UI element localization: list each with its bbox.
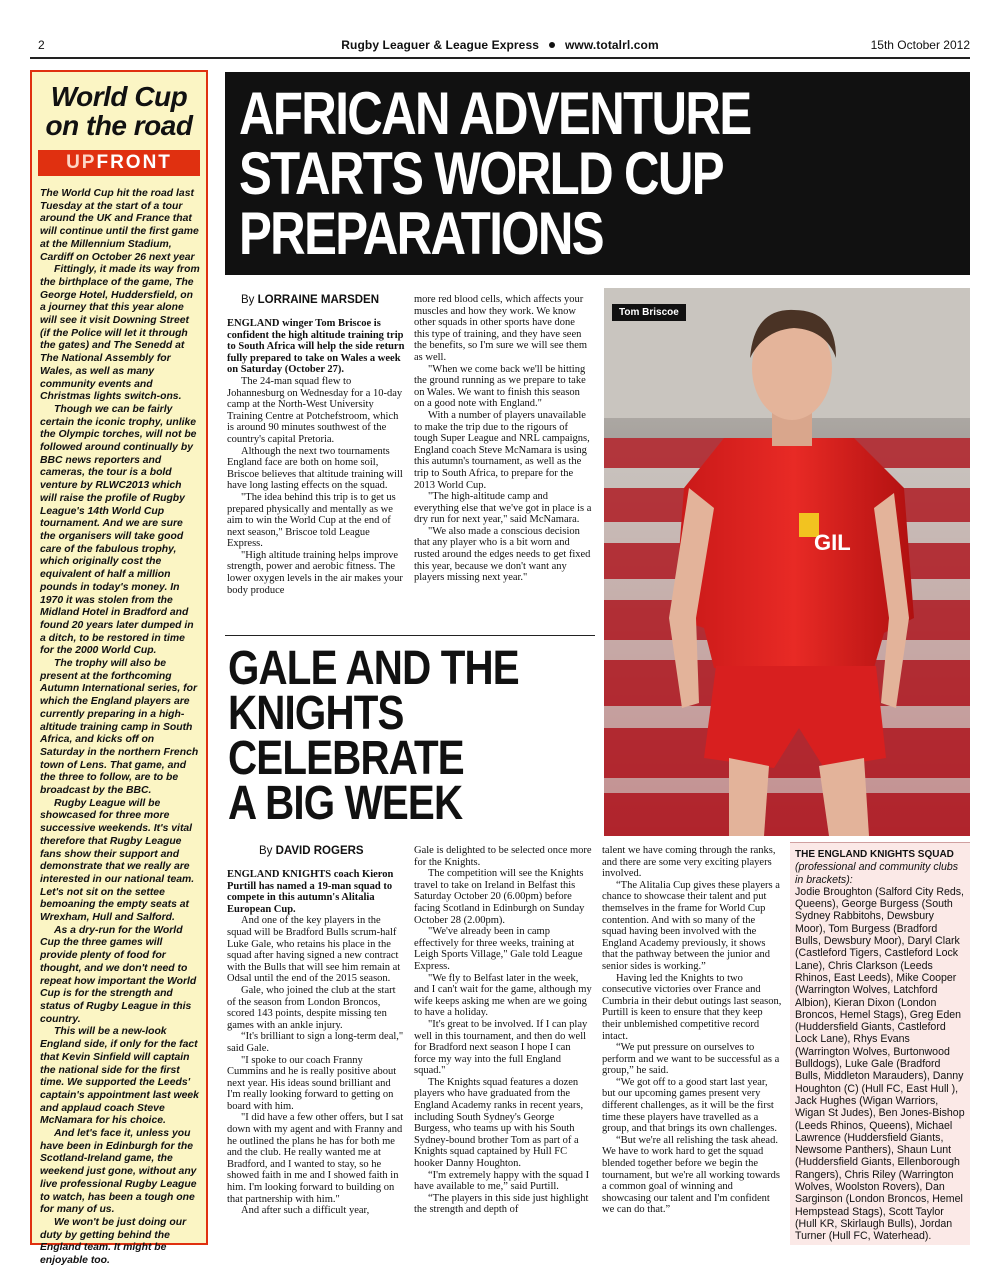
article-paragraph: “But we're all relishing the task ahead. We have to work hard to get the squad blended together before we begin the tournament, but we're all working towards a common goal of winning and showcasing our talent and I'm confident we can do that.”: [602, 1134, 781, 1216]
article-paragraph: Although the next two tournaments England face are both on home soil, Briscoe believes that altitude training will have long lasting effects on the squad.: [227, 445, 403, 492]
article-paragraph: And one of the key players in the squad will be Bradford Bulls scrum-half Luke Gale, who retains his place in the squad after having signed a new contract with the Bulls that will see him remain at Odsal until the end of the 2015 season.: [227, 915, 401, 985]
article1-byline: [241, 294, 379, 306]
byline-prefix: By: [259, 845, 273, 857]
header-divider: [30, 57, 970, 59]
publication-name: Rugby Leaguer & League Express: [341, 38, 539, 52]
sidebar-title-line2: on the road: [45, 110, 193, 141]
article-paragraph: Gale is delighted to be selected once more for the Knights.: [414, 845, 592, 868]
article-paragraph: "The high-altitude camp and everything else that we've got in place is a dry run for next year," said McNamara.: [414, 491, 592, 526]
sidebar-paragraph: Though we can be fairly certain the iconic trophy, unlike the Olympic torches, will not be followed around continually by BBC news reporters and cameras, the tour is a bold venture by RLWC2013 which will raise the profile of Rugby League's 14th World Cup tournament. And we are sure the organisers will take good care of the fabulous trophy, which originally cost the equivalent of half a million pounds in today's money. In 1970 it was stolen from the Midland Hotel in Bradford and found 20 years later dumped in a ditch, to be restored in time for the 2000 World Cup.: [40, 403, 197, 657]
sidebar-paragraph: We won't be just doing our duty by getting behind the England team. It might be enjoyable too.: [40, 1216, 187, 1267]
squad-title: THE ENGLAND KNIGHTS SQUAD: [795, 849, 954, 860]
article2-headline: [228, 642, 623, 830]
sidebar-paragraph: The World Cup hit the road last Tuesday at the start of a tour around the UK and France that will continue until the first game at the Millennium Stadium, Cardiff on October 26 next year: [40, 188, 199, 263]
article-paragraph: The 24-man squad flew to Johannesburg on Wednesday for a 10-day camp at the North-West University Training Centre at Potchefstroom, which is around 90 minutes southwest of the country's capital Pretoria.: [227, 375, 403, 445]
sidebar-title: [32, 82, 206, 140]
main-headline-line3: PREPARATIONS: [239, 200, 603, 267]
photo-caption: Tom Briscoe: [612, 304, 686, 321]
article-paragraph: "High altitude training helps improve strength, power and aerobic fitness. The lower oxygen levels in the air makes your body produce: [227, 549, 403, 596]
article-paragraph: The Knights squad features a dozen players who have graduated from the England Academy ranks in recent years, including South Sydney's George Burgess, who teams up with his South Sydney-bound brother Tom as part of a Knights squad captained by Hull FC hooker Danny Houghton.: [414, 1076, 584, 1170]
squad-list: Jodie Broughton (Salford City Reds, Queens), George Burgess (South Sydney Rabbitohs, Dewsbury Moor), Tom Burgess (Bradford Bulls, Dewsbury Moor), Daryl Clark (Castleford Tigers, Castleford Lock Lane), Chris Clarkson (Leeds Rhinos, East Leeds), Mike Cooper (Warrington Wolves, Latchford Albion), Kieran Dixon (London Broncos, Hemel Stags), Greg Eden (Huddersfield Giants, Castleford Lock Lane), Rhys Evans (Warrington Wolves, Burtonwood Bulldogs), Luke Gale (Bradford Bulls, Middleton Marauders), Danny Houghton (C) (Hull FC, East Hull ), Jack Hughes (Wigan Warriors, Wigan St Judes), Ben Jones-Bishop (Leeds Rhinos, Queens), Michael Lawrence (Huddersfield Giants, Newsome Panthers), Shaun Lunt (Huddersfield Giants, Ellenborough Rangers), Chris Riley (Warrington Wolves, Woolston Rovers), Dan Sarginson (London Broncos, Hemel Hempstead Stags), Scott Taylor (Hull KR, Skirlaugh Bulls), Jordan Turner (Hull FC, Waterhead).: [795, 885, 965, 1243]
article-paragraph: "I spoke to our coach Franny Cummins and he is really positive about next year. His ideas sound brilliant and I'm really looking forward to getting on board with him.: [227, 1054, 397, 1112]
sidebar-title-line1: World Cup: [50, 81, 188, 112]
article-paragraph: "We fly to Belfast later in the week, and I can't wait for the game, although my wife keeps asking me when are we going to have a holiday.: [414, 972, 592, 1019]
sidebar-paragraph: As a dry-run for the World Cup the three games will provide plenty of food for thought, and we don't need to repeat how important the World Cup is for the strength and status of Rugby League in this country.: [40, 924, 197, 1025]
sidebar-paragraph: The trophy will also be present at the forthcoming Autumn International series, for which the England players are currently preparing in a high-altitude training camp in South Africa, and kicks off on Saturday in the northern French town of Lens. That game, and the three to follow, are to be broadcast by the BBC.: [40, 658, 199, 797]
article-paragraph: With a number of players unavailable to make the trip due to the rigours of tough Super League and NRL campaigns, England coach Steve McNamara is using this autumn's tournament, as well as the trip to South Africa, to prepare for the 2013 World Cup.: [414, 409, 590, 491]
article2-byline: [259, 845, 364, 857]
article-paragraph: “We got off to a good start last year, but our upcoming games present very different challenges, as it will be the first time these players have travelled as a group, and that brings its own challenges.: [602, 1076, 777, 1135]
article-paragraph: Gale, who joined the club at the start of the season from London Broncos, scored 143 points, despite missing ten games with an ankle injury.: [227, 984, 396, 1031]
main-headline-box: [225, 72, 970, 275]
main-headline-line2: STARTS WORLD CUP: [239, 140, 723, 207]
article2-headline-line2: KNIGHTS: [228, 687, 404, 740]
sidebar-paragraph: And let's face it, unless you have been in Edinburgh for the Scotland-Ireland game, the weekend just gone, without any live professional Rugby League to watch, has been a tough one for many of us.: [40, 1128, 197, 1216]
byline-author: LORRAINE MARSDEN: [257, 294, 380, 306]
website-link[interactable]: www.totalrl.com: [565, 38, 659, 52]
article2-headline-line3: CELEBRATE: [228, 732, 464, 785]
player-photo-illustration: [604, 288, 970, 836]
article-paragraph: talent we have coming through the ranks, and there are some very exciting players involved.: [602, 845, 776, 880]
byline-author: DAVID ROGERS: [275, 845, 364, 857]
article-paragraph: “The players in this side just highlight the strength and depth of: [414, 1192, 589, 1216]
svg-text:GIL: GIL: [814, 530, 851, 555]
article-paragraph: Having led the Knights to two consecutive victories over France and Cumbria in their debut outings last season, Purtill is keen to ensure that they keep their unblemished competitive record intact.: [602, 972, 782, 1042]
article-paragraph: “It's brilliant to sign a long-term deal," said Gale.: [227, 1031, 404, 1054]
bullet-icon: [549, 42, 555, 48]
article-paragraph: "We've already been in camp effectively for three weeks, training at Leigh Sports Village," Gale told League Express.: [414, 926, 583, 972]
squad-subtitle: (professional and community clubs in brackets):: [795, 861, 959, 886]
sidebar-body: [32, 176, 206, 1268]
main-headline: [239, 80, 977, 267]
article-paragraph: “I'm extremely happy with the squad I have available to me,” said Purtill.: [414, 1169, 590, 1193]
article-paragraph: The competition will see the Knights travel to take on Ireland in Belfast this Saturday October 20 (6.00pm) before facing Scotland in Edinburgh on Sunday October 28 (2.00pm).: [414, 868, 585, 926]
publication-line: [30, 38, 970, 52]
section-divider: [225, 635, 595, 636]
banner-up: UP: [66, 152, 97, 173]
article-paragraph: "The idea behind this trip is to get us prepared physically and mentally as we aim to win the World Cup at the end of next season," Briscoe told League Express.: [227, 491, 396, 550]
issue-date: 15th October 2012: [870, 38, 970, 52]
upfront-sidebar: [30, 70, 208, 1267]
upfront-banner: [38, 150, 200, 176]
article2-headline-line4: A BIG WEEK: [228, 777, 463, 830]
article-paragraph: "I did have a few other offers, but I sat down with my agent and with Franny and he outlined the plans he has for both me and the club. He really wanted me at Bradford, and I wanted to stay, so he showed faith in me and I showed faith in him. I'm looking forward to building on that partnership with him.": [227, 1112, 404, 1205]
article1-column-1: [227, 318, 405, 596]
article2-lead: ENGLAND KNIGHTS coach Kieron Purtill has named a 19-man squad to compete in this autumn's Alitalia European Cup.: [227, 869, 394, 915]
page-header: [30, 36, 970, 54]
main-headline-line1: AFRICAN ADVENTURE: [239, 80, 751, 147]
article-paragraph: “We put pressure on ourselves to perform and we want to be successful as a group,” he said.: [602, 1042, 780, 1077]
article2-column-2: [414, 845, 592, 1216]
page-number: 2: [38, 38, 45, 52]
article-paragraph: more red blood cells, which affects your muscles and how they work. We know other squads in other sports have done this type of training, and they have seen the benefits, so I'm sure we will see them as well.: [414, 294, 588, 363]
article-paragraph: "It's great to be involved. If I can play well in this tournament, and then do well for Bradford next season I hope I can force my way into the full England squad.": [414, 1018, 588, 1077]
article1-column-2: [414, 294, 592, 584]
article-paragraph: "When we come back we'll be hitting the ground running as we prepare to take on Wales. We want to finish this season on a good note with England.": [414, 363, 586, 410]
byline-prefix: By: [241, 294, 255, 306]
sidebar-paragraph: Rugby League will be showcased for three more successive weekends. It's vital therefore that Rugby League fans show their support and demonstrate that we really are interested in our national team. Let's not sit on the settee bemoaning the empty seats at Wrexham, Hull and Salford.: [40, 797, 195, 924]
sidebar-paragraph: This will be a new-look England side, if only for the fact that Kevin Sinfield will captain the national side for the first time. We supported the Leeds' captain's appointment last week and applaud coach Steve McNamara for his choice.: [40, 1026, 199, 1127]
article-paragraph: And after such a difficult year,: [241, 1205, 370, 1217]
article2-headline-line1: GALE AND THE: [228, 642, 519, 695]
article2-column-3: [602, 845, 782, 1216]
squad-box: [790, 842, 970, 1245]
article-paragraph: “The Alitalia Cup gives these players a chance to showcase their talent and put themselves in the frame for World Cup contention. And with so many of the squad having been involved with the England Academy previously, it shows that the pathway between the junior and senior sides is working.”: [602, 879, 780, 972]
article1-lead: ENGLAND winger Tom Briscoe is confident the high altitude training trip to South Africa will help the side return fully prepared to take on Wales a week on Saturday (October 27).: [227, 318, 405, 376]
article2-column-1: [227, 869, 405, 1217]
sidebar-paragraph: Fittingly, it made its way from the birthplace of the game, The George Hotel, Huddersfield, on a journey that this year alone will see it visit Downing Street (if the Police will let it through the gates) and The Senedd at The National Assembly for Wales, as well as many community events and Christmas lights switch-ons.: [40, 264, 200, 403]
article-paragraph: "We also made a conscious decision that any player who is a bit worn and rusted around the edges needs to get fixed this year, because we don't want any players missing next year.": [414, 525, 591, 584]
player-photo: [604, 288, 970, 836]
banner-front: FRONT: [96, 152, 172, 173]
